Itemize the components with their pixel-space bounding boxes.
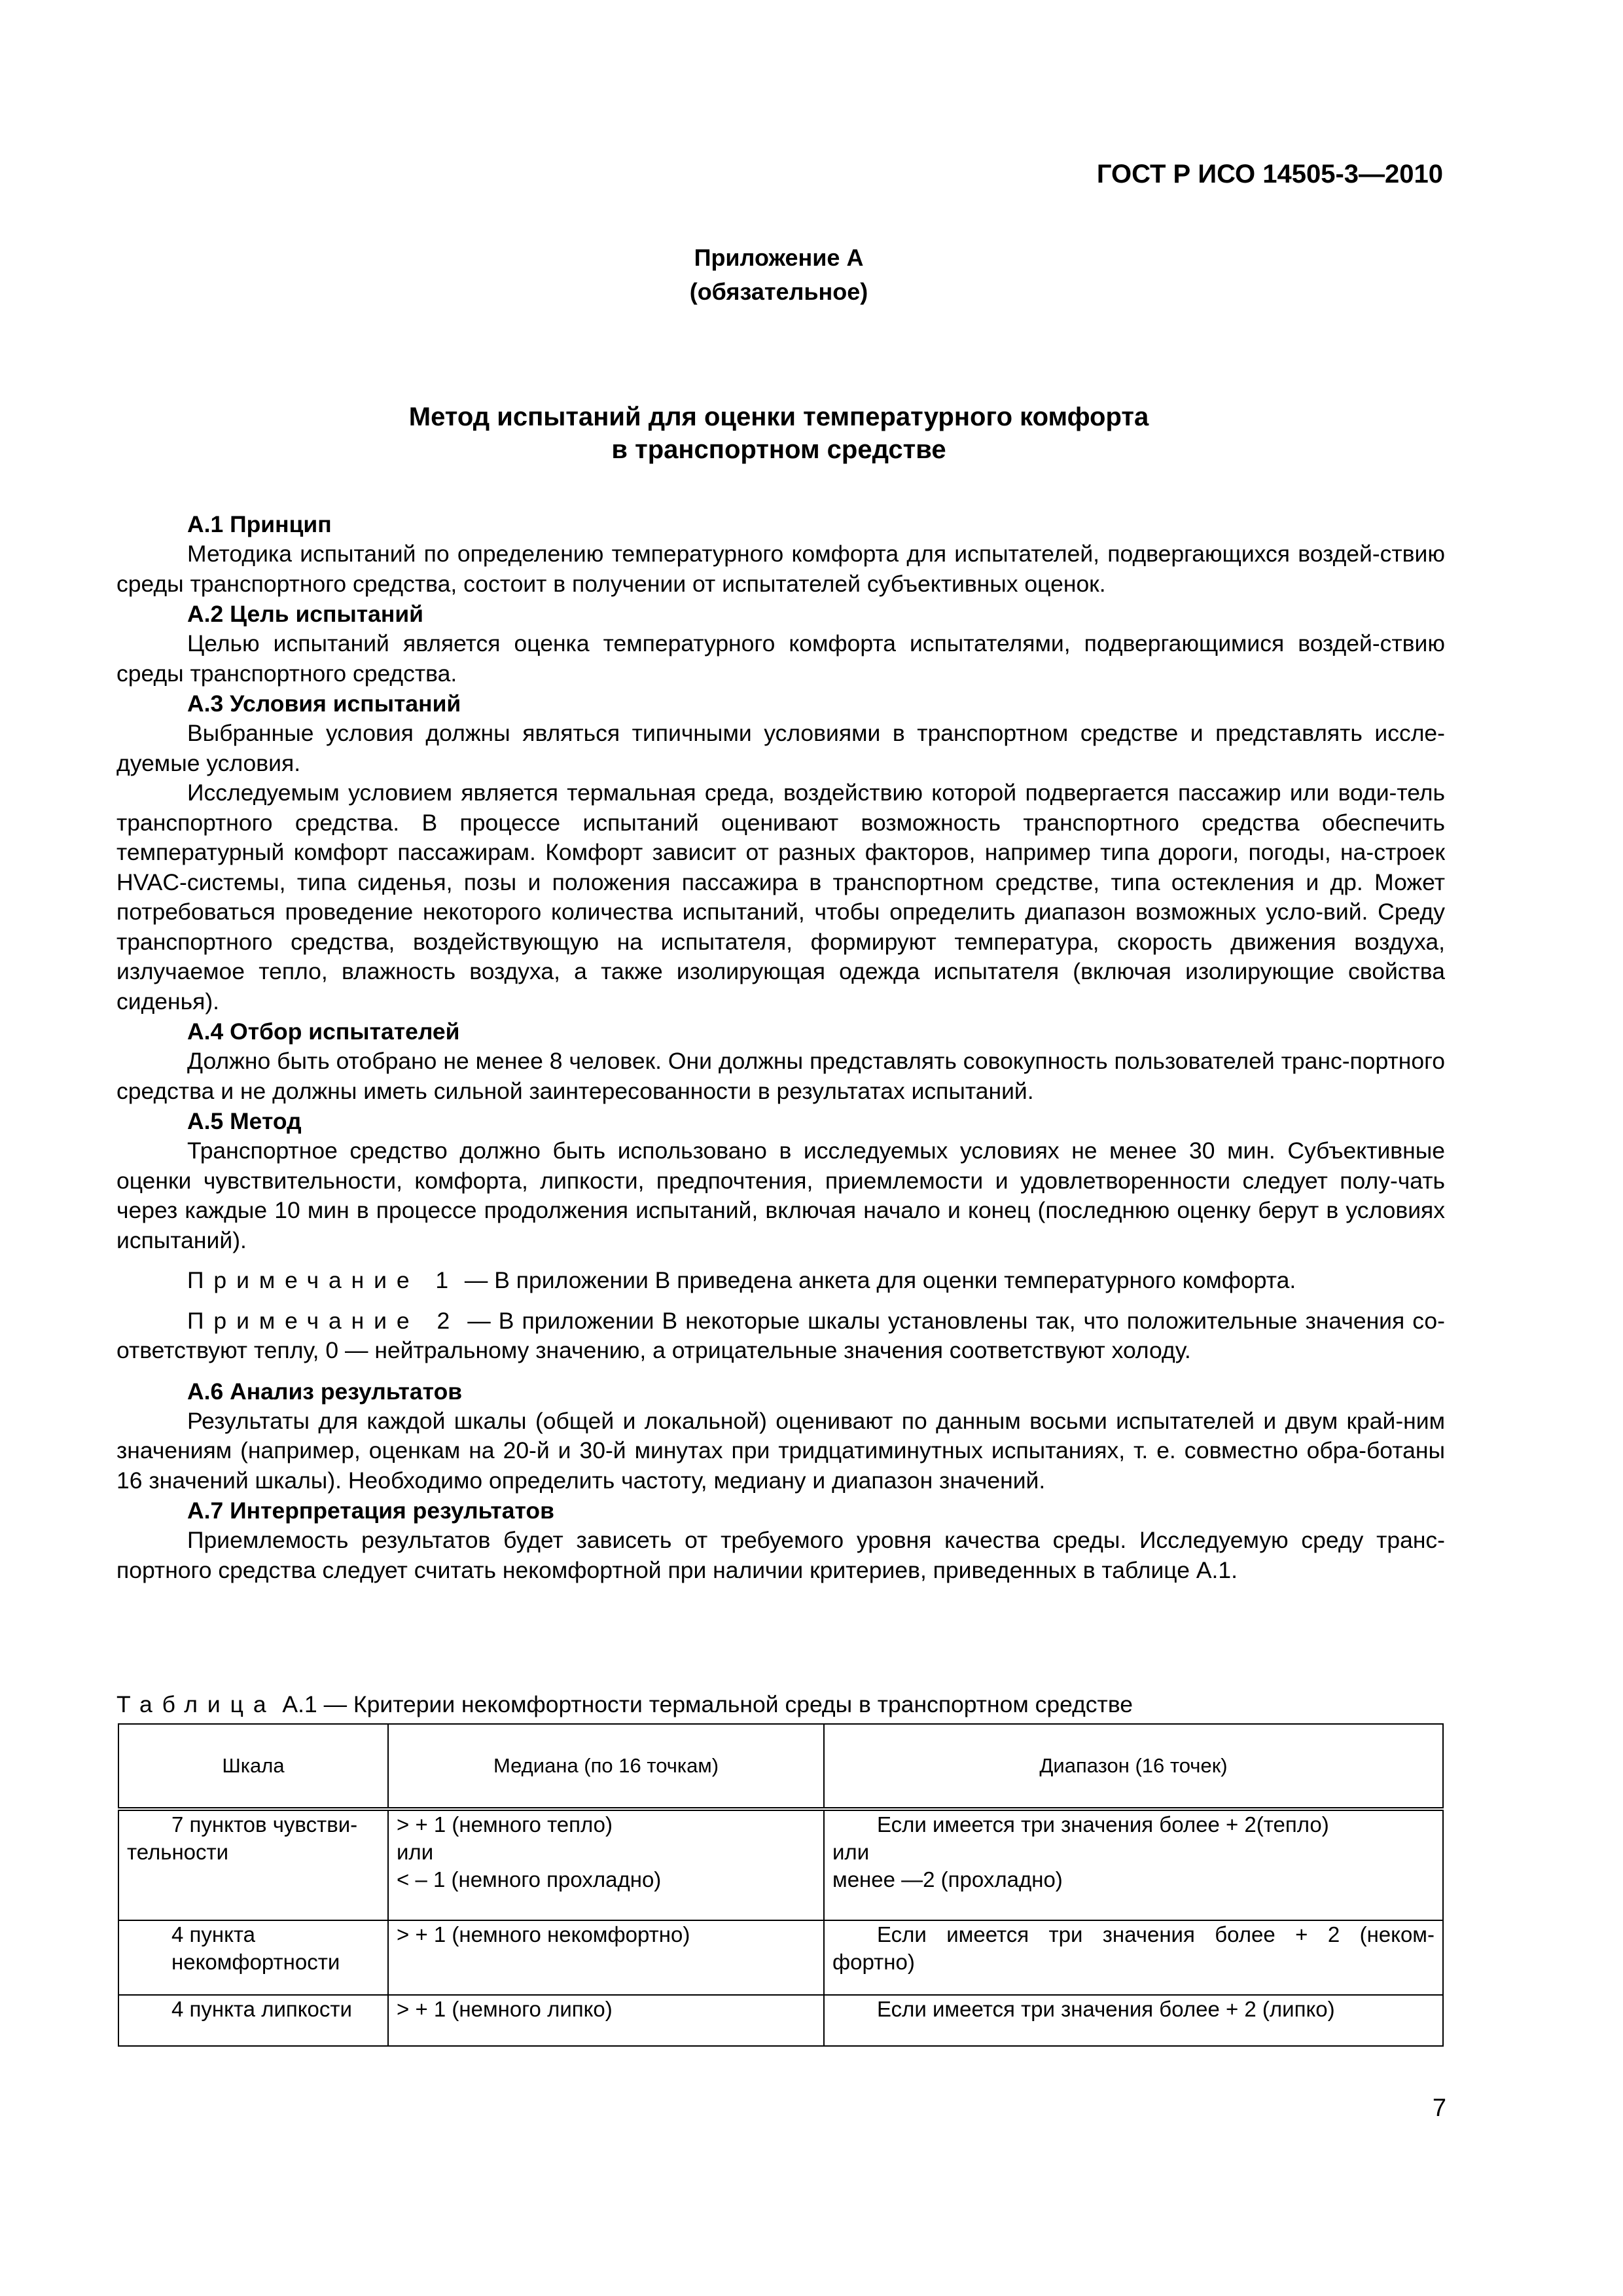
median-line: > + 1 (немного тепло) <box>397 1812 613 1837</box>
note-2-text: — В приложении В некоторые шкалы установлены так, что положительные значения со-ответствуют теплу, 0 — нейтральному значению, а отрицательные значения соответствуют холоду. <box>116 1307 1445 1363</box>
table-caption-label: Таблица <box>116 1691 276 1717</box>
page-title-line-1: Метод испытаний для оценки температурного комфорта <box>408 403 1149 431</box>
table-cell-scale <box>118 1809 388 1920</box>
annex-status: (обязательное) <box>689 278 868 305</box>
section-heading-a5: А.5 Метод <box>187 1108 302 1134</box>
table-caption-text: А.1 — Критерии некомфортности термальной среды в транспортном средстве <box>276 1691 1133 1717</box>
note-1 <box>116 1266 1445 1296</box>
table-cell-scale <box>118 1995 388 2046</box>
median-line: > + 1 (немного некомфортно) <box>397 1922 690 1946</box>
section-a1-paragraph: Методика испытаний по определению температурного комфорта для испытателей, подвергающихся воздей-ствию среды транспортного средства, состоит в получении от испытателей субъективных оценок. <box>116 541 1445 597</box>
section-a7-paragraph: Приемлемость результатов будет зависеть от требуемого уровня качества среды. Исследуемую среду транс-портного средства следует считать некомфортной при наличии критериев, приведенных в таблице А.1. <box>116 1527 1445 1583</box>
table-caption <box>116 1691 1445 1718</box>
table-row <box>118 1809 1443 1920</box>
median-line: > + 1 (немного липко) <box>397 1997 613 2021</box>
section-heading-a6: А.6 Анализ результатов <box>187 1378 463 1405</box>
note-1-text: — В приложении В приведена анкета для оценки температурного комфорта. <box>458 1267 1296 1293</box>
criteria-table <box>118 1723 1444 2047</box>
median-line: или <box>397 1840 434 1864</box>
section-a5-paragraph: Транспортное средство должно быть использовано в исследуемых условиях не менее 30 мин. Субъективные оценки чувствительности, комфорта, липкости, предпочтения, приемлемости и удовлетворенности следует полу-чать через каждые 10 мин в процессе продолжения испытаний, включая начало и конец (последнюю оценку берут в условиях испытаний). <box>116 1138 1445 1253</box>
page-title-line-2: в транспортном средстве <box>611 435 946 464</box>
table-row <box>118 1995 1443 2046</box>
range-line: Если имеется три значения более + 2(тепло) <box>877 1812 1329 1837</box>
section-a3-paragraph-1: Выбранные условия должны являться типичными условиями в транспортном средстве и представлять иссле-дуемые условия. <box>116 720 1445 776</box>
table-header-row <box>118 1724 1443 1809</box>
annex-heading <box>576 241 982 309</box>
table-row <box>118 1920 1443 1995</box>
range-line: фортно) <box>832 1950 915 1974</box>
section-heading-a4: А.4 Отбор испытателей <box>187 1018 460 1045</box>
document-body <box>116 509 1445 1585</box>
annex-title: Приложение А <box>694 244 864 271</box>
column-header-median: Медиана (по 16 точкам) <box>388 1724 824 1809</box>
scale-line: тельности <box>127 1840 229 1864</box>
section-a3-paragraph-2: Исследуемым условием является термальная среда, воздействию которой подвергается пассажир или води-тель транспортного средства. В процессе испытаний оценивают возможность транспортного средства обеспечить температурный комфорт пассажирам. Комфорт зависит от разных факторов, например типа дороги, погоды, на-строек HVAC-системы, типа сиденья, позы и положения пассажира в транспортном средстве, типа остекления и др. Может потребоваться проведение некоторого количества испытаний, чтобы определить диапазон возможных усло-вий. Среду транспортного средства, воздействующую на испытателя, формируют температура, скорость движения воздуха, излучаемое тепло, влажность воздуха, а также изолирующая одежда испытателя (включая изолирующие свойства сиденья). <box>116 780 1445 1014</box>
section-a2-paragraph: Целью испытаний является оценка температурного комфорта испытателями, подвергающимися воздей-ствию среды транспортного средства. <box>116 630 1445 687</box>
range-line: менее —2 (прохладно) <box>832 1867 1063 1892</box>
note-1-label: Примечание 1 <box>187 1267 459 1293</box>
column-header-scale: Шкала <box>118 1724 388 1809</box>
table-cell-scale <box>118 1920 388 1995</box>
section-heading-a3: А.3 Условия испытаний <box>187 691 461 717</box>
range-line: Если имеется три значения более + 2 (липко) <box>877 1997 1335 2021</box>
section-heading-a2: А.2 Цель испытаний <box>187 601 423 627</box>
page-number: 7 <box>1432 2094 1446 2122</box>
table-cell-median <box>388 1995 824 2046</box>
range-line: или <box>832 1840 870 1864</box>
section-a6-paragraph: Результаты для каждой шкалы (общей и локальной) оценивают по данным восьми испытателей и двум край-ним значениям (например, оценкам на 20-й и 30-й минутах при тридцатиминутных испытаниях, т. е. совместно обра-ботаны 16 значений шкалы). Необходимо определить частоту, медиану и диапазон значений. <box>116 1407 1445 1494</box>
section-heading-a7: А.7 Интерпретация результатов <box>187 1498 554 1524</box>
scale-line: 4 пункта липкости <box>171 1997 352 2021</box>
page-title <box>262 401 1296 466</box>
note-2-label: Примечание 2 <box>187 1307 460 1334</box>
scale-line: 7 пунктов чувстви- <box>171 1812 358 1837</box>
section-a4-paragraph: Должно быть отобрано не менее 8 человек. Они должны представлять совокупность пользователей транс-портного средства и не должны иметь сильной заинтересованности в результатах испытаний. <box>116 1048 1445 1104</box>
column-header-range: Диапазон (16 точек) <box>824 1724 1443 1809</box>
table-cell-range <box>824 1995 1443 2046</box>
table-cell-range <box>824 1920 1443 1995</box>
document-code: ГОСТ Р ИСО 14505-3—2010 <box>1096 160 1443 188</box>
scale-line: 4 пункта некомфортности <box>171 1922 340 1974</box>
table-cell-median <box>388 1809 824 1920</box>
table-cell-range <box>824 1809 1443 1920</box>
section-heading-a1: А.1 Принцип <box>187 511 332 537</box>
note-2 <box>116 1306 1445 1366</box>
table-cell-median <box>388 1920 824 1995</box>
median-line: < – 1 (немного прохладно) <box>397 1867 662 1892</box>
range-line: Если имеется три значения более + 2 (неком- <box>877 1922 1435 1946</box>
